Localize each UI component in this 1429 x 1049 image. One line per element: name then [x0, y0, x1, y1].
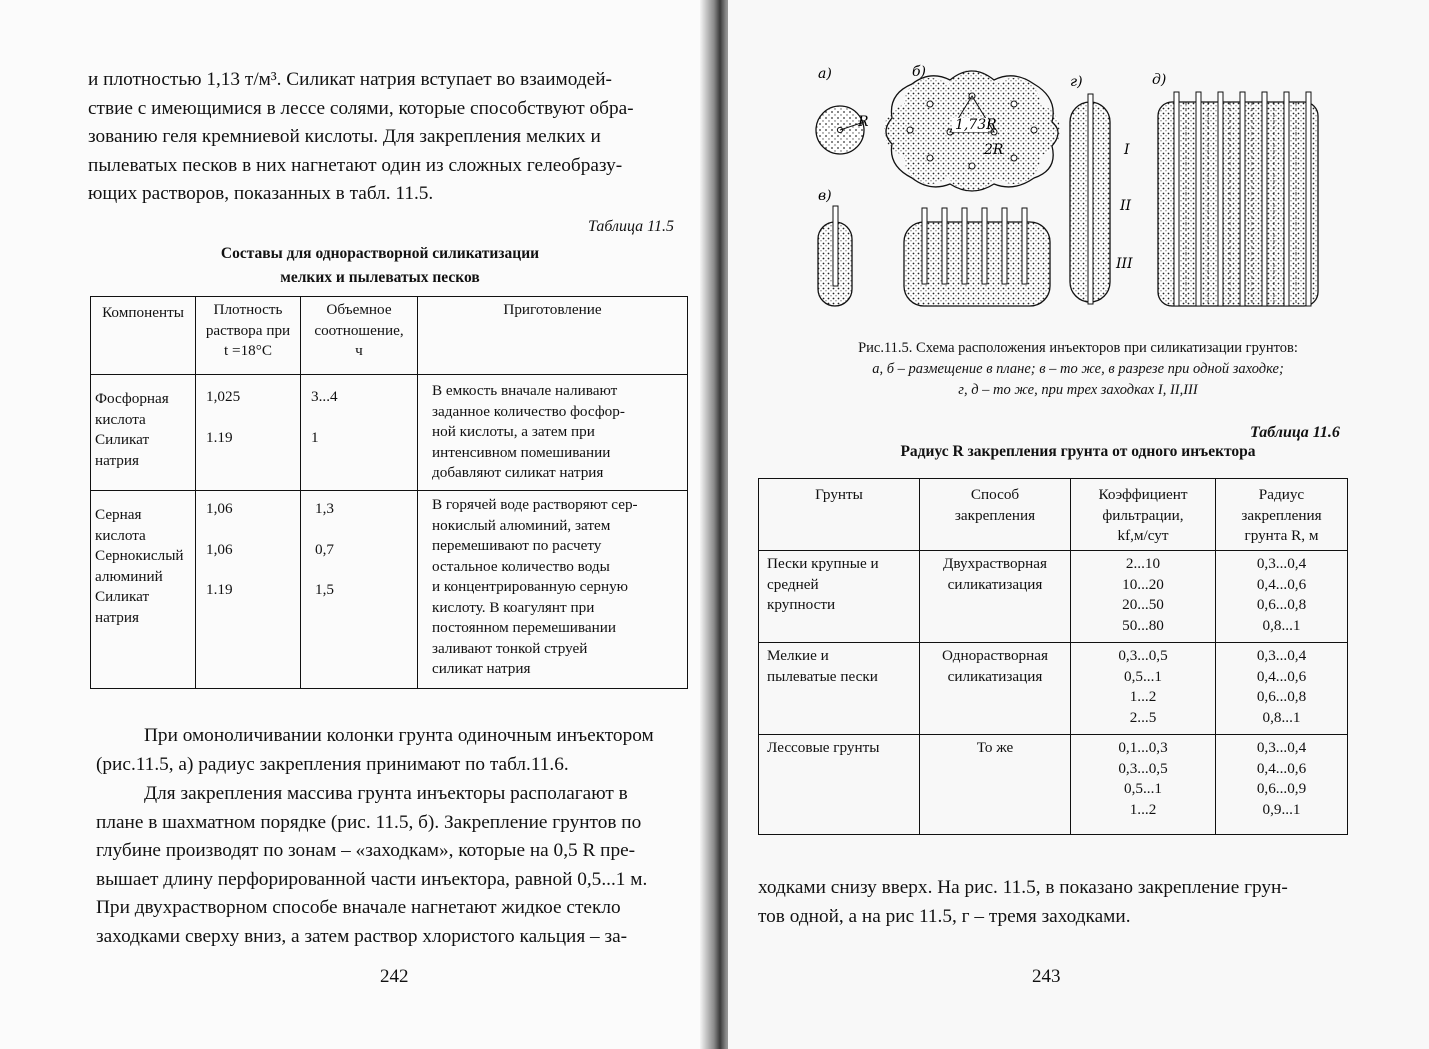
header-components: Компоненты [91, 297, 196, 375]
zone-label: II [1120, 198, 1132, 214]
distance-label: 1,73R [955, 117, 997, 133]
caption-line: а, б – размещение в плане; в – то же, в разрезе при одной заходке; [872, 361, 1284, 377]
table-row [759, 551, 1348, 643]
fig-label-v: в) [818, 188, 832, 204]
text-line: ющих растворов, показанных в табл. 11.5. [88, 183, 434, 205]
text-line: пылеватых песков в них нагнетают один из сложных гелеобразу- [88, 154, 623, 176]
header-method: Способ закрепления [920, 479, 1071, 551]
table-title: Радиус R закрепления грунта от одного инъектора [900, 443, 1256, 460]
text-line: зованию геля кремниевой кислоты. Для закрепления мелких и [88, 126, 601, 148]
text-line: При двухрастворном способе вначале нагнетают жидкое стекло [96, 897, 621, 919]
left-page [0, 0, 712, 1049]
distance-label: 2R [984, 142, 1004, 158]
header-radius: Радиус закрепления грунта R, м [1216, 479, 1348, 551]
components-cell: Фосфорная кислота Силикат натрия [91, 375, 196, 491]
header-soils: Грунты [759, 479, 920, 551]
method-cell: То же [920, 735, 1071, 835]
text-line: Для закрепления массива грунта инъекторы располагают в [144, 783, 628, 804]
caption-line: г, д – то же, при трех заходках I, II,III [958, 382, 1198, 398]
text-line: тов одной, а на рис 11.5, г – тремя заходками. [758, 905, 1131, 927]
paragraph-3 [96, 780, 690, 952]
right-page [728, 0, 1429, 1049]
fig-label-b: б) [912, 64, 927, 80]
table-title [120, 242, 640, 290]
table-row [759, 643, 1348, 735]
method-cell: Однорастворная силикатизация [920, 643, 1071, 735]
table-title-line: мелких и пылеватых песков [280, 269, 480, 286]
coefficient-cell: 0,1...0,3 0,3...0,5 0,5...1 1...2 [1071, 735, 1216, 835]
section-three-stages-single [1070, 94, 1133, 304]
ratio-cell: 3...4 1 [301, 375, 418, 491]
fig-label-g: г) [1070, 74, 1083, 90]
coefficient-cell: 2...10 10...20 20...50 50...80 [1071, 551, 1216, 643]
plan-checkerboard-injectors [884, 70, 1060, 192]
table-row [91, 375, 688, 491]
density-cell: 1,025 1.19 [196, 375, 301, 491]
figure-11-5 [812, 62, 1392, 332]
radius-cell: 0,3...0,4 0,4...0,6 0,6...0,8 0,8...1 [1216, 643, 1348, 735]
soil-cell: Лессовые грунты [759, 735, 920, 835]
text-line: ходками снизу вверх. На рис. 11.5, в показано закрепление грун- [758, 877, 1288, 898]
table-title-line: Составы для однорастворной силикатизации [220, 245, 540, 262]
section-three-stages-array [1158, 92, 1318, 306]
header-preparation: Приготовление [418, 297, 688, 375]
text-line: глубине производят по зонам – «заходкам», которые на 0,5 R пре- [96, 840, 636, 862]
table-caption: Таблица 11.6 [1250, 424, 1340, 441]
preparation-cell: В емкость вначале наливают заданное количество фосфор- ной кислоты, а затем при интенсивном помешивании добавляют силикат натрия [418, 375, 688, 491]
final-paragraph [758, 874, 1348, 931]
intro-paragraph [88, 66, 680, 209]
density-cell: 1,06 1,06 1.19 [196, 491, 301, 689]
text-line: и плотностью 1,13 т/м³. Силикат натрия вступает во взаимодей- [88, 69, 612, 90]
fig-label-a: а) [818, 66, 832, 82]
zone-label: III [1116, 256, 1133, 272]
text-line: заходками сверху вниз, а затем раствор хлористого кальция – за- [96, 925, 628, 947]
page-number: 242 [380, 966, 409, 987]
header-coefficient: Коэффициент фильтрации, kf,м/сут [1071, 479, 1216, 551]
coefficient-cell: 0,3...0,5 0,5...1 1...2 2...5 [1071, 643, 1216, 735]
plan-single-injector [816, 106, 869, 154]
section-one-stage-single [818, 206, 852, 306]
text-line: (рис.11.5, а) радиус закрепления принимают по табл.11.6. [96, 753, 569, 775]
ratio-cell: 1,3 0,7 1,5 [301, 491, 418, 689]
soil-cell: Пески крупные и средней крупности [759, 551, 920, 643]
radius-label: R [858, 114, 869, 130]
components-cell: Серная кислота Сернокислый алюминий Силикат натрия [91, 491, 196, 689]
text-line: ствие с имеющимися в лессе солями, которые способствуют обра- [88, 97, 634, 119]
fig-label-d: д) [1152, 72, 1167, 88]
table-row [91, 491, 688, 689]
zone-label: I [1124, 142, 1130, 158]
figure-caption [768, 338, 1388, 401]
radius-cell: 0,3...0,4 0,4...0,6 0,6...0,9 0,9...1 [1216, 735, 1348, 835]
header-ratio: Объемное соотношение, ч [301, 297, 418, 375]
radius-cell: 0,3...0,4 0,4...0,6 0,6...0,8 0,8...1 [1216, 551, 1348, 643]
header-density: Плотность раствора при t =18°С [196, 297, 301, 375]
composition-table [90, 296, 688, 689]
page-number: 243 [1032, 966, 1061, 987]
caption-line: Рис.11.5. Схема расположения инъекторов при силикатизации грунтов: [858, 340, 1298, 356]
table-row [759, 735, 1348, 835]
paragraph-2 [96, 722, 690, 779]
section-one-stage-array [904, 208, 1050, 306]
soil-cell: Мелкие и пылеватые пески [759, 643, 920, 735]
radius-table [758, 478, 1348, 835]
table-caption: Таблица 11.5 [588, 218, 674, 235]
preparation-cell: В горячей воде растворяют сер- нокислый алюминий, затем перемешивают по расчету остальное количество воды и концентрированную серную кислоту. В коагулянт при постоянном перемешивании заливают тонкой струей силикат натрия [418, 491, 688, 689]
method-cell: Двухрастворная силикатизация [920, 551, 1071, 643]
text-line: вышает длину перфорированной части инъектора, равной 0,5...1 м. [96, 868, 648, 890]
text-line: При омоноличивании колонки грунта одиночным инъектором [144, 725, 654, 746]
text-line: плане в шахматном порядке (рис. 11.5, б). Закрепление грунтов по [96, 811, 642, 833]
